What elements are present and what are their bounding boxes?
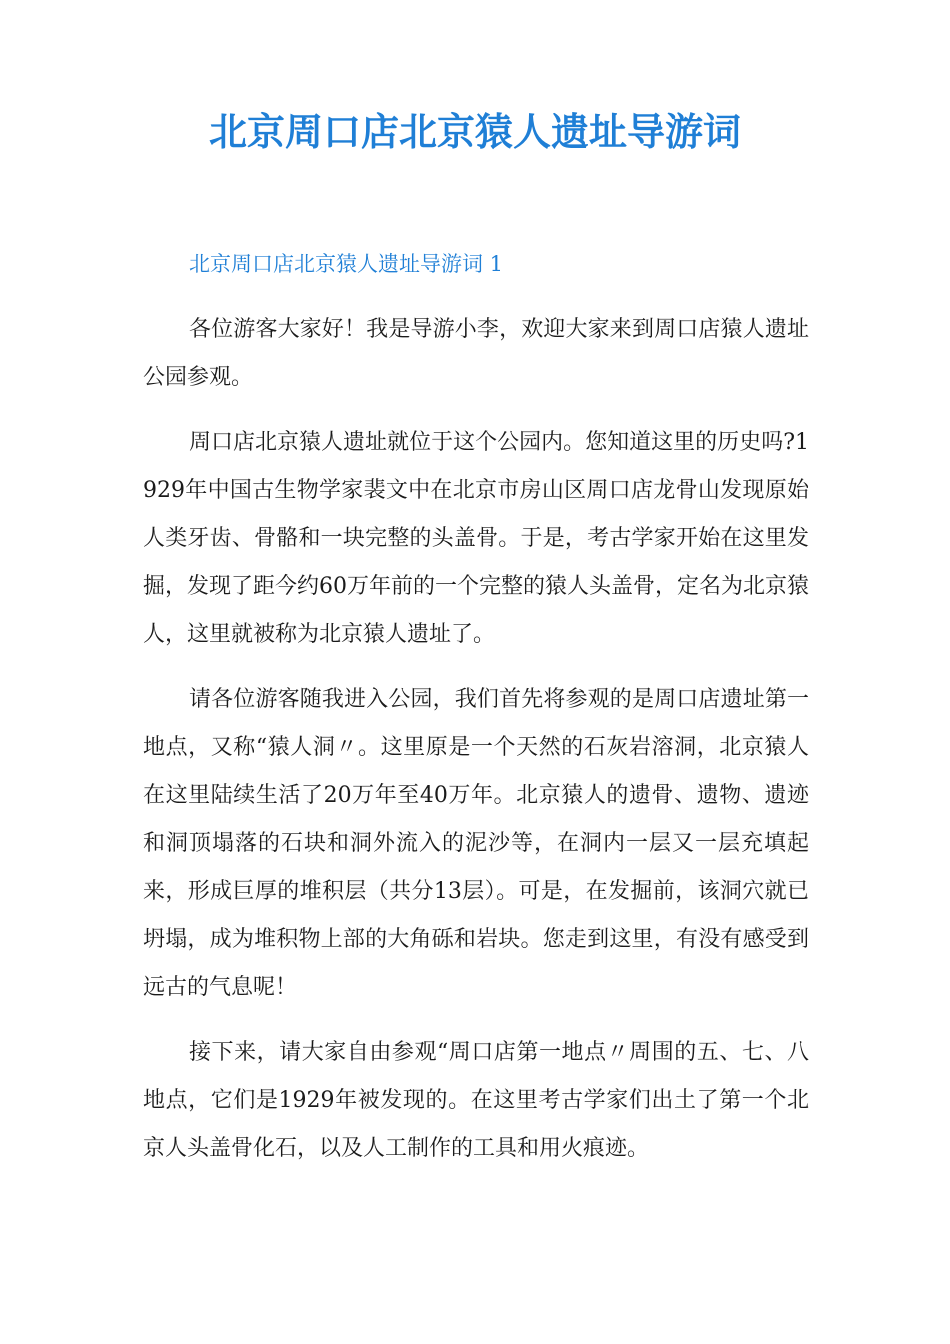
document-title: 北京周口店北京猿人遗址导游词 [208, 110, 741, 154]
paragraph-other-sites: 接下来，请大家自由参观“周口店第一地点〃周围的五、七、八地点，它们是1929年被发现的。在这里考古学家们出土了第一个北京人头盖骨化石，以及人工制作的工具和用火痕迹。 [143, 1040, 809, 1161]
paragraph-greeting: 各位游客大家好！我是导游小李，欢迎大家来到周口店猿人遗址公园参观。 [143, 317, 809, 390]
document-body [143, 244, 809, 1190]
section-heading: 北京周口店北京猿人遗址导游词 1 [189, 252, 504, 276]
paragraph-cave: 请各位游客随我进入公园，我们首先将参观的是周口店遗址第一地点，又称“猿人洞〃。这里原是一个天然的石灰岩溶洞，北京猿人在这里陆续生活了20万年至40万年。北京猿人的遗骨、遗物、遗迹和洞顶塌落的石块和洞外流入的泥沙等，在洞内一层又一层充填起来，形成巨厚的堆积层（共分13层）。可是，在发掘前，该洞穴就已坍塌，成为堆积物上部的大角砾和岩块。您走到这里，有没有感受到远古的气息呢！ [143, 687, 809, 1000]
paragraph-history: 周口店北京猿人遗址就位于这个公园内。您知道这里的历史吗?1929年中国古生物学家裴文中在北京市房山区周口店龙骨山发现原始人类牙齿、骨骼和一块完整的头盖骨。于是，考古学家开始在这里发掘，发现了距今约60万年前的一个完整的猿人头盖骨，定名为北京猿人，这里就被称为北京猿人遗址了。 [143, 430, 809, 647]
